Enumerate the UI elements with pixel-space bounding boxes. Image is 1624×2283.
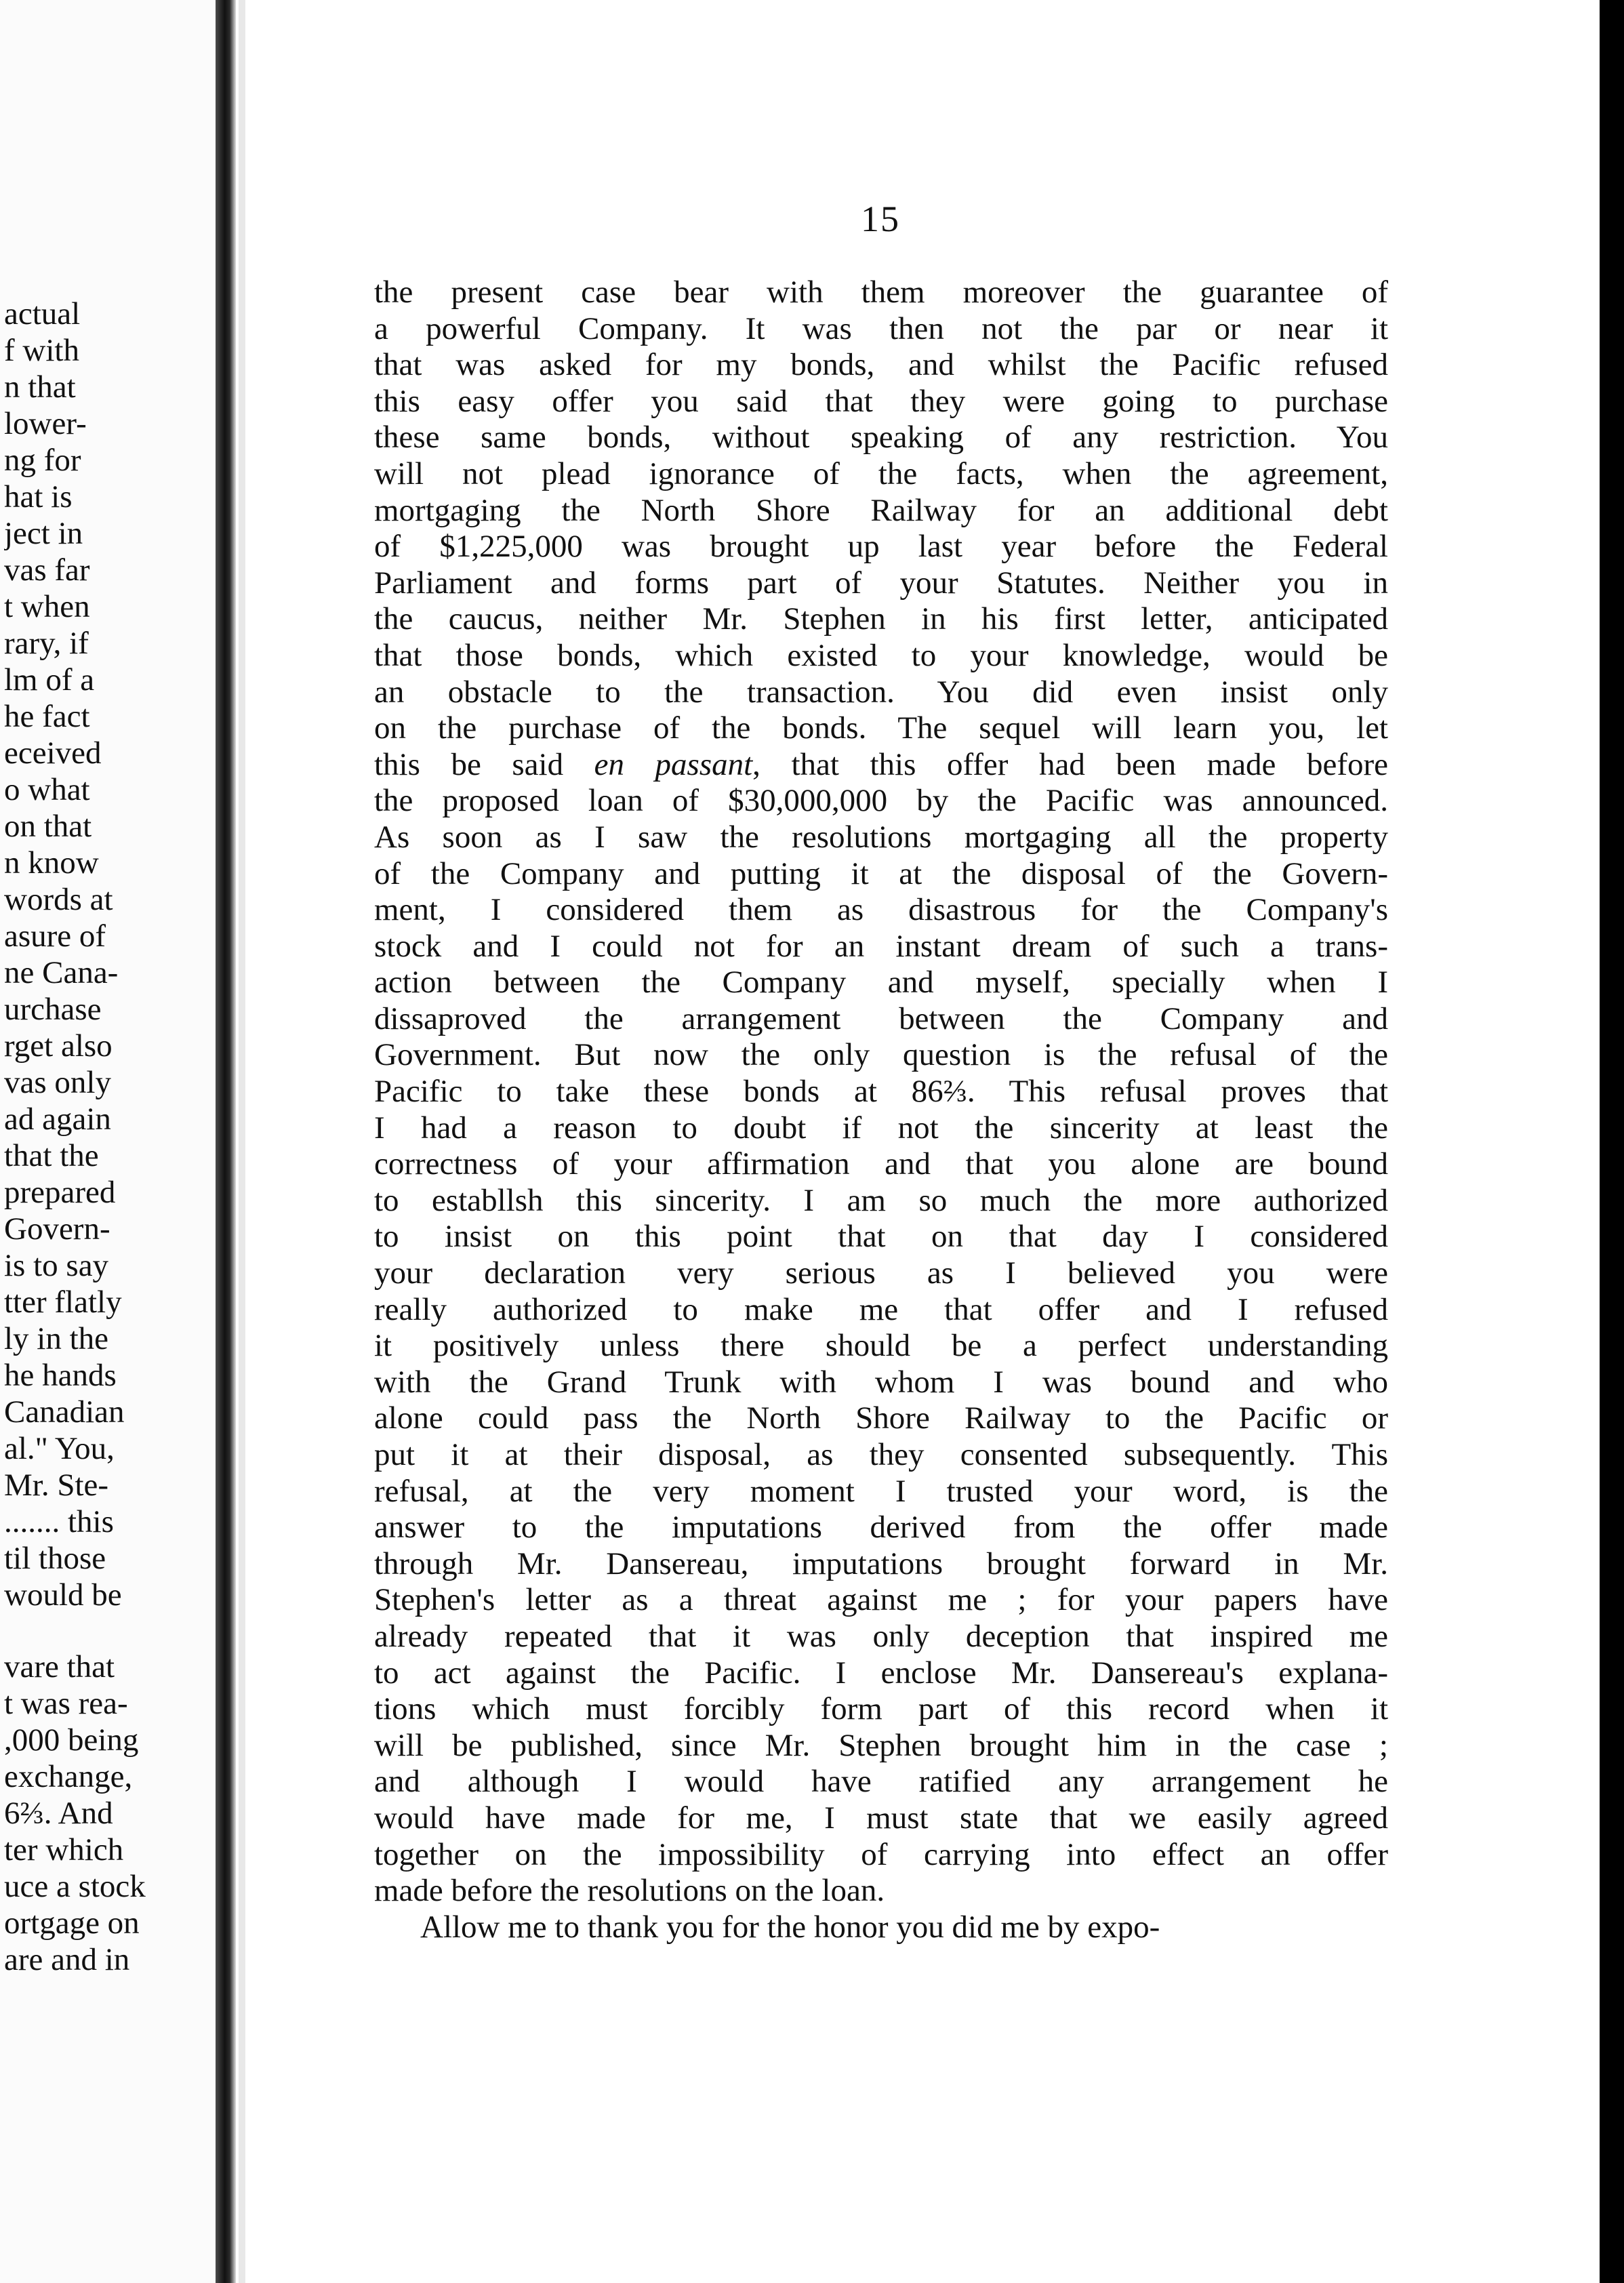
facing-page-line: n that: [4, 369, 76, 405]
body-line: stock and I could not for an instant dream of such a trans-: [374, 928, 1388, 964]
body-line: refusal, at the very moment I trusted your word, is the: [374, 1473, 1388, 1509]
body-line: alone could pass the North Shore Railway to the Pacific or: [374, 1400, 1388, 1436]
body-line: to insist on this point that on that day I considered: [374, 1219, 1388, 1255]
facing-page-line: actual: [4, 296, 81, 331]
facing-page-line: ....... this: [4, 1504, 114, 1539]
facing-page-line: asure of: [4, 918, 106, 954]
facing-page-line: t was rea-: [4, 1686, 128, 1721]
facing-page-line: rary, if: [4, 626, 89, 661]
body-line: Allow me to thank you for the honor you did me by expo-: [420, 1909, 1160, 1945]
facing-page-line: Mr. Ste-: [4, 1468, 109, 1503]
facing-page-line: ne Cana-: [4, 955, 119, 990]
body-line: correctness of your affirmation and that you alone are bound: [374, 1146, 1388, 1182]
body-line: the present case bear with them moreover the guarantee of: [374, 275, 1388, 310]
facing-page-line: is to say: [4, 1248, 109, 1283]
facing-page-line: he hands: [4, 1358, 117, 1393]
body-line: Stephen's letter as a threat against me ; for your papers have: [374, 1582, 1388, 1618]
page-edge: [239, 0, 245, 2283]
facing-page-line: lm of a: [4, 662, 95, 698]
body-line: together on the impossibility of carrying into effect an offer: [374, 1836, 1388, 1872]
facing-page-line: vare that: [4, 1649, 115, 1684]
facing-page-line: 6⅔. And: [4, 1796, 113, 1831]
book-gutter-shadow: [216, 0, 236, 2283]
scan-right-edge: [1600, 0, 1624, 2283]
facing-page-line: that the: [4, 1138, 99, 1173]
body-line: already repeated that it was only deception that inspired me: [374, 1618, 1388, 1654]
body-line: dissaproved the arrangement between the Company and: [374, 1001, 1388, 1036]
body-line: and although I would have ratified any arrangement he: [374, 1764, 1388, 1800]
body-line: answer to the imputations derived from the offer made: [374, 1510, 1388, 1545]
facing-page-line: vas far: [4, 552, 90, 588]
facing-page-line: eceived: [4, 735, 102, 771]
body-line: of $1,225,000 was brought up last year before the Federal: [374, 529, 1388, 565]
facing-page-line: tter flatly: [4, 1285, 122, 1320]
body-line: a powerful Company. It was then not the par or near it: [374, 310, 1388, 346]
body-line: really authorized to make me that offer and I refused: [374, 1291, 1388, 1327]
body-line: put it at their disposal, as they consented subsequently. This: [374, 1437, 1388, 1472]
body-line: to establlsh this sincerity. I am so much the more authorized: [374, 1182, 1388, 1218]
facing-page-line: urchase: [4, 992, 102, 1027]
body-line: action between the Company and myself, specially when I: [374, 965, 1388, 1001]
body-line: Parliament and forms part of your Statutes. Neither you in: [374, 565, 1388, 601]
body-line: to act against the Pacific. I enclose Mr. Dansereau's explana-: [374, 1655, 1388, 1691]
facing-page-line: til those: [4, 1541, 106, 1576]
body-line: Pacific to take these bonds at 86⅔. This refusal proves that: [374, 1074, 1388, 1110]
body-line: tions which must forcibly form part of this record when it: [374, 1691, 1388, 1727]
facing-page-line: are and in: [4, 1942, 130, 1977]
body-line: these same bonds, without speaking of any restriction. You: [374, 420, 1388, 456]
facing-page-line: al." You,: [4, 1431, 115, 1466]
facing-page-line: exchange,: [4, 1759, 133, 1794]
body-line: that was asked for my bonds, and whilst the Pacific refused: [374, 347, 1388, 383]
body-line: with the Grand Trunk with whom I was bound and who: [374, 1364, 1388, 1400]
body-line: will not plead ignorance of the facts, when the agreement,: [374, 456, 1388, 491]
facing-page-line: ,000 being: [4, 1722, 139, 1758]
facing-page-line: n know: [4, 845, 99, 881]
body-line: Government. But now the only question is the refusal of the: [374, 1037, 1388, 1073]
facing-page-line: he fact: [4, 699, 90, 734]
body-line: this be said en passant, that this offer had been made before: [374, 746, 1388, 782]
facing-page-fragment: [0, 0, 216, 2283]
facing-page-line: on that: [4, 809, 92, 844]
body-line: I had a reason to doubt if not the sincerity at least the: [374, 1110, 1388, 1146]
facing-page-line: ly in the: [4, 1321, 109, 1356]
body-line: through Mr. Dansereau, imputations brought forward in Mr.: [374, 1545, 1388, 1581]
facing-page-line: words at: [4, 882, 113, 917]
body-line: that those bonds, which existed to your knowledge, would be: [374, 637, 1388, 673]
body-line: made before the resolutions on the loan.: [374, 1873, 885, 1909]
body-line: ment, I considered them as disastrous for the Company's: [374, 892, 1388, 928]
body-line: on the purchase of the bonds. The sequel will learn you, let: [374, 710, 1388, 746]
facing-page-line: would be: [4, 1577, 122, 1613]
body-line: the proposed loan of $30,000,000 by the Pacific was announced.: [374, 783, 1388, 819]
body-line: this easy offer you said that they were going to purchase: [374, 383, 1388, 419]
body-line: your declaration very serious as I believed you were: [374, 1255, 1388, 1291]
facing-page-line: ject in: [4, 516, 83, 551]
body-line: of the Company and putting it at the disposal of the Govern-: [374, 855, 1388, 891]
facing-page-line: f with: [4, 333, 79, 368]
body-line: mortgaging the North Shore Railway for an additional debt: [374, 492, 1388, 528]
facing-page-line: lower-: [4, 406, 87, 441]
facing-page-line: ter which: [4, 1832, 124, 1867]
page-number: 15: [861, 199, 900, 239]
facing-page-line: rget also: [4, 1028, 113, 1064]
page-body-text: [374, 275, 1388, 1945]
facing-page-line: ad again: [4, 1102, 111, 1137]
facing-page-line: ng for: [4, 443, 81, 478]
facing-page-line: vas only: [4, 1065, 111, 1100]
facing-page-line: o what: [4, 772, 90, 807]
facing-page-line: hat is: [4, 479, 73, 514]
body-line: an obstacle to the transaction. You did even insist only: [374, 674, 1388, 710]
body-line: the caucus, neither Mr. Stephen in his first letter, anticipated: [374, 601, 1388, 637]
facing-page-line: prepared: [4, 1175, 116, 1210]
facing-page-line: t when: [4, 589, 90, 624]
body-line: would have made for me, I must state that we easily agreed: [374, 1800, 1388, 1836]
body-line: As soon as I saw the resolutions mortgaging all the property: [374, 819, 1388, 855]
facing-page-line: Canadian: [4, 1394, 125, 1430]
facing-page-line: uce a stock: [4, 1869, 146, 1904]
body-line: it positively unless there should be a perfect understanding: [374, 1328, 1388, 1364]
body-line: will be published, since Mr. Stephen brought him in the case ;: [374, 1727, 1388, 1763]
facing-page-line: ortgage on: [4, 1905, 140, 1941]
facing-page-line: Govern-: [4, 1211, 110, 1247]
facing-page-text: [4, 296, 207, 1978]
